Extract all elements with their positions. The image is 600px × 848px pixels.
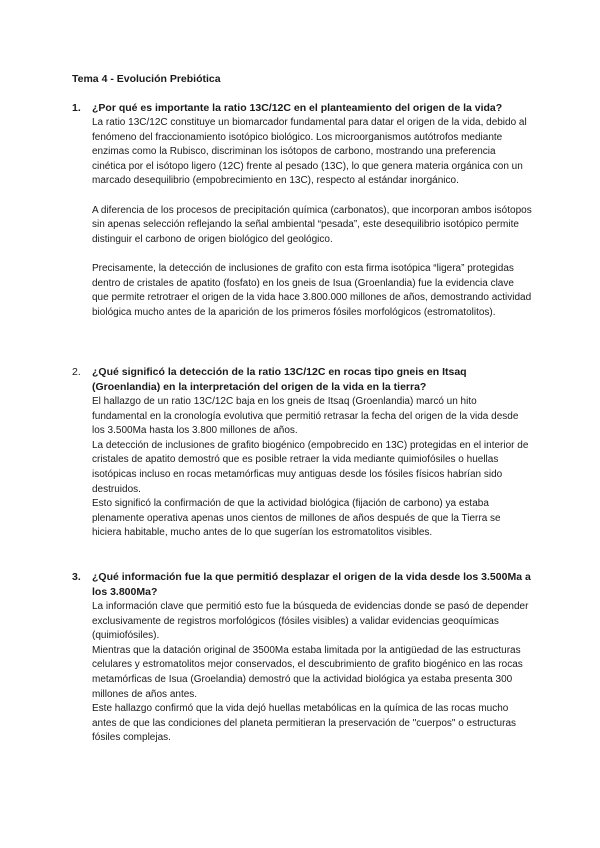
question-1 [72, 101, 532, 320]
answer-paragraph: La ratio 13C/12C constituye un biomarcador fundamental para datar el origen de la vida, debido al fenómeno del fraccionamiento isotópico biológico. Los microorganismos autótrofos mediante enzimas como la Rubisco, discriminan los isótopos de carbono, mostrando una preferencia cinética por el isótopo ligero (12C) frente al pesado (13C), lo que genera materia orgánica con un marcado desequilibrio (empobrecimiento en 13C), respecto al estándar inorgánico. [92, 117, 527, 187]
question-3-number: 3. [72, 571, 81, 583]
question-2-answer [92, 395, 532, 541]
question-3-heading [72, 570, 532, 600]
answer-paragraph: El hallazgo de un ratio 13C/12C baja en los gneis de Itsaq (Groenlandia) marcó un hito fundamental en la cronología evolutiva que permitió retrasar la fecha del origen de la vida desde los 3.500Ma hasta los 3.800 millones de años. [92, 396, 519, 437]
question-2-heading [72, 365, 532, 395]
answer-paragraph: La detección de inclusiones de grafito biogénico (empobrecido en 13C) protegidas en el interior de cristales de apatito demostró que es posible retraer la vida mediante quimiofósiles o huellas isotópicas incluso en rocas metamórficas muy antiguas desde los fósiles físicos habrían sido destruidos. [92, 439, 529, 495]
question-3-answer [92, 600, 532, 746]
answer-paragraph: Esto significó la confirmación de que la actividad biológica (fijación de carbono) ya estaba plenamente operativa apenas unos cientos de millones de años después de que la Tierra se hiciera habitable, mucho antes de lo que sugerían los estromatolitos visibles. [92, 498, 501, 539]
question-2-number: 2. [72, 366, 81, 378]
answer-paragraph: La información clave que permitió esto fue la búsqueda de evidencias donde se pasó de depender exclusivamente de registros morfológicos (fósiles visibles) a validar evidencias geoquímicas (quimiofósiles). [92, 601, 529, 642]
answer-paragraph: A diferencia de los procesos de precipitación química (carbonatos), que incorporan ambos isótopos sin apenas selección reflejando la señal ambiental “pesada”, este desequilibrio isotópico permite distinguir el carbono de origen biológico del geológico. [92, 204, 532, 245]
question-3 [72, 570, 532, 746]
question-1-answer [92, 116, 532, 320]
answer-paragraph: Mientras que la datación original de 3500Ma estaba limitada por la antigüedad de las estructuras celulares y estromatolitos mejor conservados, el descubrimiento de grafito biogénico en las rocas metamórficas de Isua (Groelandia) demostró que la actividad biológica ya estaba presenta 300 millones de años antes. [92, 644, 523, 700]
answer-paragraph: Este hallazgo confirmó que la vida dejó huellas metabólicas en la química de las rocas mucho antes de que las condiciones del planeta permitieran la preservación de "cuerpos" o estructuras fósiles complejas. [92, 703, 517, 744]
question-1-text: ¿Por qué es importante la ratio 13C/12C en el planteamiento del origen de la vida? [92, 102, 503, 114]
answer-paragraph: Precisamente, la detección de inclusiones de grafito con esta firma isotópica “ligera” protegidas dentro de cristales de apatito (fosfato) en los gneis de Isua (Groenlandia) fue la evidencia clave que permite retrotraer el origen de la vida hace 3.800.000 millones de años, demostrando actividad biológica mucho antes de la aparición de los primeros fósiles morfológicos (estromatolitos). [92, 262, 532, 318]
document-title: Tema 4 - Evolución Prebiótica [72, 73, 221, 85]
question-2-text: ¿Qué significó la detección de la ratio 13C/12C en rocas tipo gneis en Itsaq (Groenlandia) en la interpretación del origen de la vida en la tierra? [92, 366, 467, 393]
question-3-text: ¿Qué información fue la que permitió desplazar el origen de la vida desde los 3.500Ma a los 3.800Ma? [92, 571, 531, 598]
question-2 [72, 365, 532, 541]
question-1-number: 1. [72, 102, 81, 114]
question-1-heading [72, 101, 532, 116]
